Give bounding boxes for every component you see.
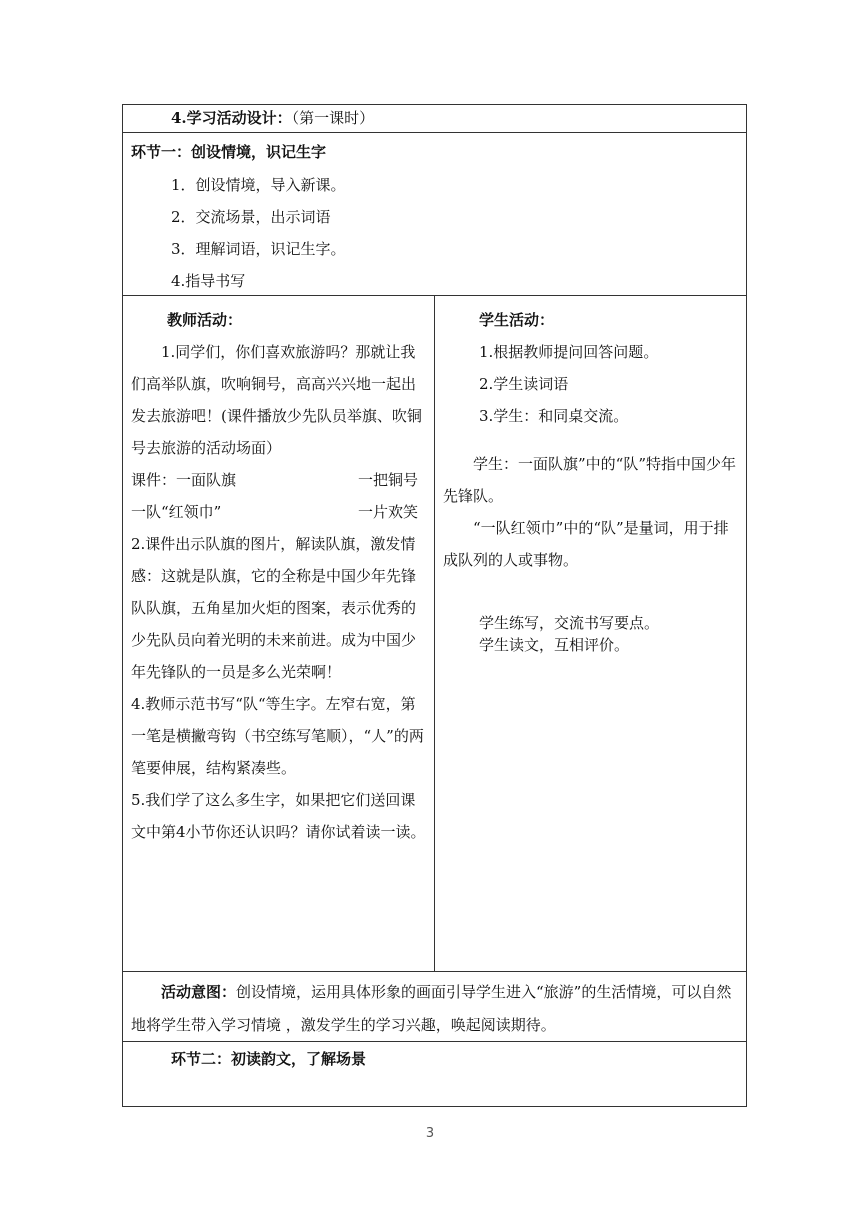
courseware-line-1 [131,464,426,496]
table-title-lesson: （第一课时） [291,109,375,127]
segment1-step: 3．理解词语，识记生字。 [171,240,346,258]
courseware-item: 一队“红领巾” [131,503,222,521]
teacher-paragraph-3: 4.教师示范书写“队“等生字。左窄右宽，第一笔是横撇弯钩（书空练写笔顺），“人”的两笔要伸展，结构紧凑些。 [131,695,424,777]
segment1-step: 1．创设情境，导入新课。 [171,176,346,194]
teacher-activity-title: 教师活动： [167,311,243,329]
segment1-steps [131,169,738,297]
courseware-item: 一片欢笑 [357,503,418,521]
activity-row [123,296,747,972]
intent-row [123,972,747,1042]
activity-intent-text: 创设情境，运用具体形象的画面引导学生进入“旅游”的生活情境，可以自然地将学生带入学习情境 ，激发学生的学习兴趣，唤起阅读期待。 [131,983,732,1034]
student-paragraph-2: “一队红领巾”中的“队”是量词，用于排成队列的人或事物。 [443,519,729,569]
student-item: 3.学生：和同桌交流。 [479,407,629,425]
teacher-paragraph-1: 1.同学们，你们喜欢旅游吗？那就让我们高举队旗，吹响铜号，高高兴兴地一起出发去旅游吧！(课件播放少先队员举旗、吹铜号去旅游的活动场面） [131,343,422,457]
page-number: 3 [425,1126,435,1141]
courseware-item: 课件：一面队旗 [131,471,237,489]
courseware-item: 一把铜号 [357,471,418,489]
teacher-paragraph-2: 2.课件出示队旗的图片，解读队旗，激发情感：这就是队旗，它的全称是中国少年先锋队队旗，五角星加火炬的图案，表示优秀的少先队员向着光明的未来前进。成为中国少年先锋队的一员是多么光荣啊！ [131,535,417,681]
segment1-step: 4.指导书写 [171,272,246,290]
student-paragraph-1: 学生：一面队旗”中的“队”特指中国少年先锋队。 [443,455,737,505]
table-title [123,105,746,132]
segment2-title: 环节二：初读韵文，了解场景 [171,1050,367,1068]
activity-intent-label: 活动意图： [161,983,237,1001]
segment2-row [123,1042,747,1107]
student-item: 2.学生读词语 [479,375,569,393]
teacher-activity-cell [123,296,435,972]
segment1-title: 环节一：创设情境，识记生字 [131,143,327,161]
student-paragraph-3: 学生练写，交流书写要点。 [479,614,660,632]
courseware-line-2 [131,496,426,528]
student-activity-title: 学生活动： [479,311,555,329]
student-item: 1.根据教师提问回答问题。 [479,343,659,361]
student-paragraph-4: 学生读文，互相评价。 [479,636,630,654]
lesson-design-table [122,104,747,1107]
segment1-row [123,133,747,296]
student-activity-cell [435,296,747,972]
header-row [123,105,747,133]
segment1-step: 2．交流场景，出示词语 [171,208,331,226]
teacher-paragraph-4: 5.我们学了这么多生字，如果把它们送回课文中第4小节你还认识吗？请你试着读一读。 [131,791,426,841]
activity-intent [123,972,746,1041]
table-title-bold: 4.学习活动设计： [171,109,292,127]
